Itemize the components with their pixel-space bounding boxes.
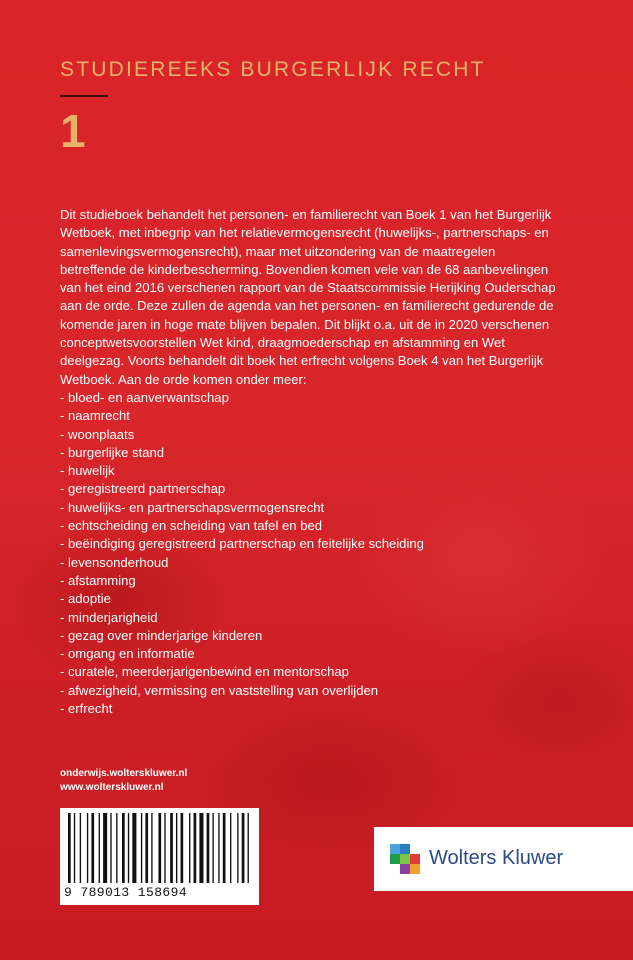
barcode-bars <box>68 813 251 883</box>
list-item: - curatele, meerderjarigenbewind en mentorschap <box>60 664 349 680</box>
list-item: - geregistreerd partnerschap <box>60 481 226 497</box>
blurb-text <box>60 206 560 718</box>
list-item: - burgerlijke stand <box>60 444 165 460</box>
publisher-name: Wolters Kluwer <box>429 847 564 869</box>
list-item: - gezag over minderjarige kinderen <box>60 627 263 643</box>
list-item: - adoptie <box>60 591 111 607</box>
volume-number: 1 <box>60 105 86 157</box>
list-item: - afwezigheid, vermissing en vaststelling van overlijden <box>60 682 379 698</box>
publisher-urls <box>60 767 187 795</box>
barcode <box>60 808 259 905</box>
title-divider <box>60 95 108 97</box>
blurb-paragraph: Dit studieboek behandelt het personen- en familierecht van Boek 1 van het Burgerlijk Wetboek, met inbegrip van het relatievermogensrecht (huwelijks-, partnerschaps- en samenlevingsvermogensrecht), maar met uitzondering van de maatregelen betreffende de kinderbescherming. Bovendien komen vele van de 68 aanbevelingen van het eind 2016 verschenen rapport van de Staatscommissie Herijking Ouderschap aan de orde. Deze zullen de agenda van het personen- en familierecht gedurende de komende jaren in hoge mate blijven bepalen. Dit blijkt o.a. uit de in 2020 verschenen conceptwetsvoorstellen Wet kind, draagmoederschap en afstamming en Wet deelgezag. Voorts behandelt dit boek het erfrecht volgens Boek 4 van het Burgerlijk Wetboek. Aan de orde komen onder meer: <box>60 207 556 387</box>
barcode-number: 9 789013 158694 <box>64 885 188 900</box>
list-item: - woonplaats <box>60 426 135 442</box>
list-item: - huwelijk <box>60 463 115 479</box>
education-url: onderwijs.wolterskluwer.nl <box>60 768 188 779</box>
topic-list <box>60 389 560 718</box>
publisher-logo <box>374 827 633 891</box>
list-item: - echtscheiding en scheiding van tafel en bed <box>60 518 323 534</box>
list-item: - minderjarigheid <box>60 609 158 625</box>
series-title: STUDIEREEKS BURGERLIJK RECHT <box>60 58 486 81</box>
list-item: - bloed- en aanverwantschap <box>60 389 229 405</box>
list-item: - omgang en informatie <box>60 646 195 662</box>
list-item: - afstamming <box>60 572 136 588</box>
list-item: - erfrecht <box>60 701 113 717</box>
list-item: - naamrecht <box>60 408 130 424</box>
list-item: - beëindiging geregistreerd partnerschap en feitelijke scheiding <box>60 536 424 552</box>
website-url: www.wolterskluwer.nl <box>60 782 164 793</box>
list-item: - levensonderhoud <box>60 554 169 570</box>
wolters-kluwer-logo-icon <box>390 844 420 874</box>
list-item: - huwelijks- en partnerschapsvermogensrecht <box>60 499 325 515</box>
